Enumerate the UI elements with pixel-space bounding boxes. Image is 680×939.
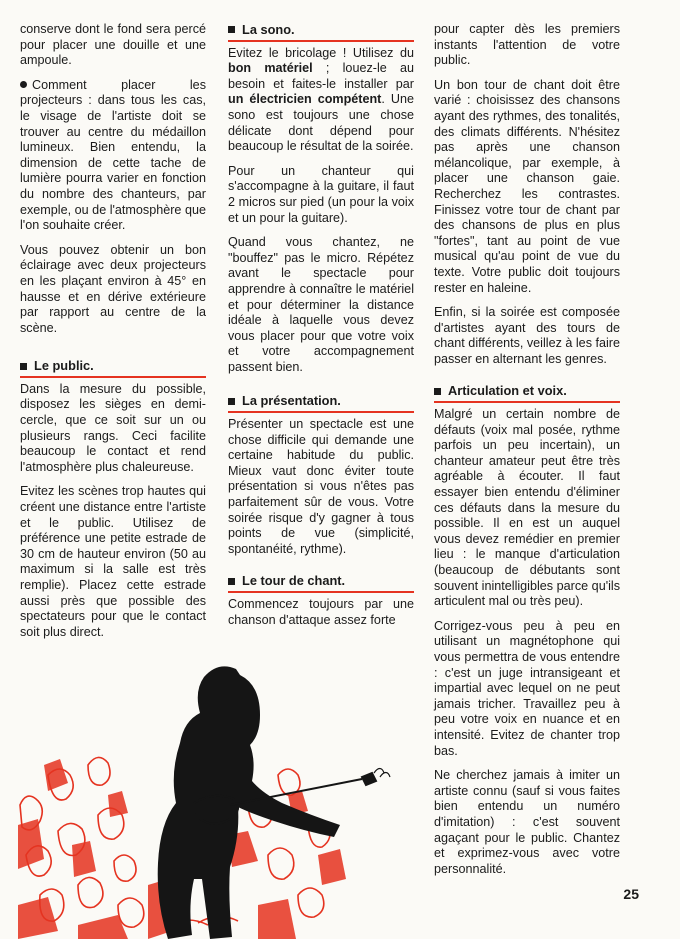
column-2 bbox=[228, 22, 414, 637]
paragraph: Malgré un certain nombre de défauts (voix mal posée, rythme parfois un peu incertain), un chanteur amateur peut être très agréable à écouter. Il faut essayer bien entendu d'éliminer ces défauts dans la mesure du possible. Il en est un auquel vous devez remédier en premier lieu : le manque d'articulation (beaucoup de débutants sont souvent inintelligibles parce qu'ils articulent mal ou très peu). bbox=[434, 407, 620, 609]
section-heading-text: La présentation. bbox=[242, 393, 341, 409]
text-run: Evitez le bricolage ! Utilisez du bbox=[228, 45, 414, 60]
column-1 bbox=[20, 22, 206, 649]
paragraph: Corrigez-vous peu à peu en utilisant un magnétophone qui vous permettra de vous entendre : c'est un juge intransigeant et impartial avec lequel on ne peut jamais tricher. Travaillez peu à peu votre voix en nuance et en intensité. Evitez de chanter trop bas. bbox=[434, 618, 620, 758]
bold-text: un électricien compétent bbox=[228, 92, 382, 107]
text-run: . Une sono est toujours une chose délicate dont dépend pour beaucoup le résultat de la soirée. bbox=[228, 92, 414, 154]
paragraph: Un bon tour de chant doit être varié : choisissez des chansons ayant des rythmes, des tonalités, des climats différents. N'hésitez pas après une chanson mélancolique, par exemple, à placer une chanson gaie. Recherchez les contrastes. Finissez votre tour de chant par des chansons de plus en plus "fortes", tant au point de vue musical qu'au point de vue du texte. Votre public doit toujours rester en haleine. bbox=[434, 77, 620, 295]
section-heading-text: Le public. bbox=[34, 358, 94, 374]
black-dot-icon bbox=[20, 81, 27, 88]
section-heading-text: Articulation et voix. bbox=[448, 383, 567, 399]
paragraph: Evitez les scènes trop hautes qui créent une distance entre l'artiste et le public. Utilisez de préférence une petite estrade de 30 cm de hauteur environ (50 au maximum si la salle est très remplie). Placez cette estrade aussi près que possible des spectateurs pour que le contact soit plus direct. bbox=[20, 484, 206, 639]
section-heading-text: Le tour de chant. bbox=[242, 573, 346, 589]
paragraph: pour capter dès les premiers instants l'attention de votre public. bbox=[434, 22, 620, 68]
paragraph: Enfin, si la soirée est composée d'artistes ayant des tours de chant différents, veillez à les faire passer en alternant les genres. bbox=[434, 305, 620, 366]
bold-text: bon matériel bbox=[228, 61, 313, 76]
section-heading-sono bbox=[228, 22, 414, 42]
black-square-icon bbox=[228, 578, 235, 585]
black-square-icon bbox=[228, 398, 235, 405]
black-square-icon bbox=[434, 388, 441, 395]
section-heading-tour bbox=[228, 573, 414, 593]
paragraph: Pour un chanteur qui s'accompagne à la guitare, il faut 2 micros sur pied (un pour la voix et un pour la guitare). bbox=[228, 163, 414, 225]
paragraph-text: Comment placer les projecteurs : dans tous les cas, le visage de l'artiste doit se trouver au centre du médaillon lumineux. Bien entendu, la dimension de cette tache de lumière pourra varier en fonction du nombre des chanteurs, par exemple, ou de l'atmosphère que l'on souhaite créer. bbox=[20, 77, 206, 233]
section-heading-presentation bbox=[228, 393, 414, 413]
section-heading-public bbox=[20, 358, 206, 378]
paragraph: Commencez toujours par une chanson d'attaque assez forte bbox=[228, 597, 414, 627]
text-run: ; louez-le au besoin et faites-le installer par bbox=[228, 61, 414, 91]
paragraph: conserve dont le fond sera percé pour placer une douille et une ampoule. bbox=[20, 22, 206, 68]
black-square-icon bbox=[228, 26, 235, 33]
section-heading-articulation bbox=[434, 383, 620, 403]
paragraph-bulleted bbox=[20, 78, 206, 234]
paragraph: Vous pouvez obtenir un bon éclairage avec deux projecteurs en les plaçant environ à 45° en hausse et en dérive extérieure par rapport au centre de la scène. bbox=[20, 242, 206, 335]
section-heading-text: La sono. bbox=[242, 22, 295, 37]
page-number: 25 bbox=[623, 886, 639, 902]
column-3 bbox=[434, 22, 620, 886]
paragraph: Ne cherchez jamais à imiter un artiste connu (sauf si vous faites bien entendu un numéro d'imitation) : c'est souvent agaçant pour le public. Chantez et exprimez-vous avec votre personnalité. bbox=[434, 768, 620, 876]
black-square-icon bbox=[20, 363, 27, 370]
paragraph: Quand vous chantez, ne "bouffez" pas le micro. Répétez avant le spectacle pour apprendre à connaître le matériel et pour déterminer la distance idéale à laquelle vous devez vous placer pour que votre voix et votre accompagnement passent bien. bbox=[228, 235, 414, 374]
paragraph: Dans la mesure du possible, disposez les sièges en demi-cercle, que ce soit sur un ou plusieurs rangs. Ceci facilite beaucoup le contact et rend l'atmosphère plus chaleureuse. bbox=[20, 381, 206, 474]
paragraph bbox=[228, 46, 414, 155]
singer-crowd-illustration bbox=[18, 655, 418, 939]
singer-silhouette bbox=[158, 666, 340, 939]
paragraph: Présenter un spectacle est une chose difficile qui demande une certaine habitude du public. Mieux vaut donc éviter toute présentation si vous n'êtes pas parfaitement sûr de vous. Votre soirée risque d'y gagner à tous points de vue (simplicité, spontanéité, rythme). bbox=[228, 417, 414, 556]
